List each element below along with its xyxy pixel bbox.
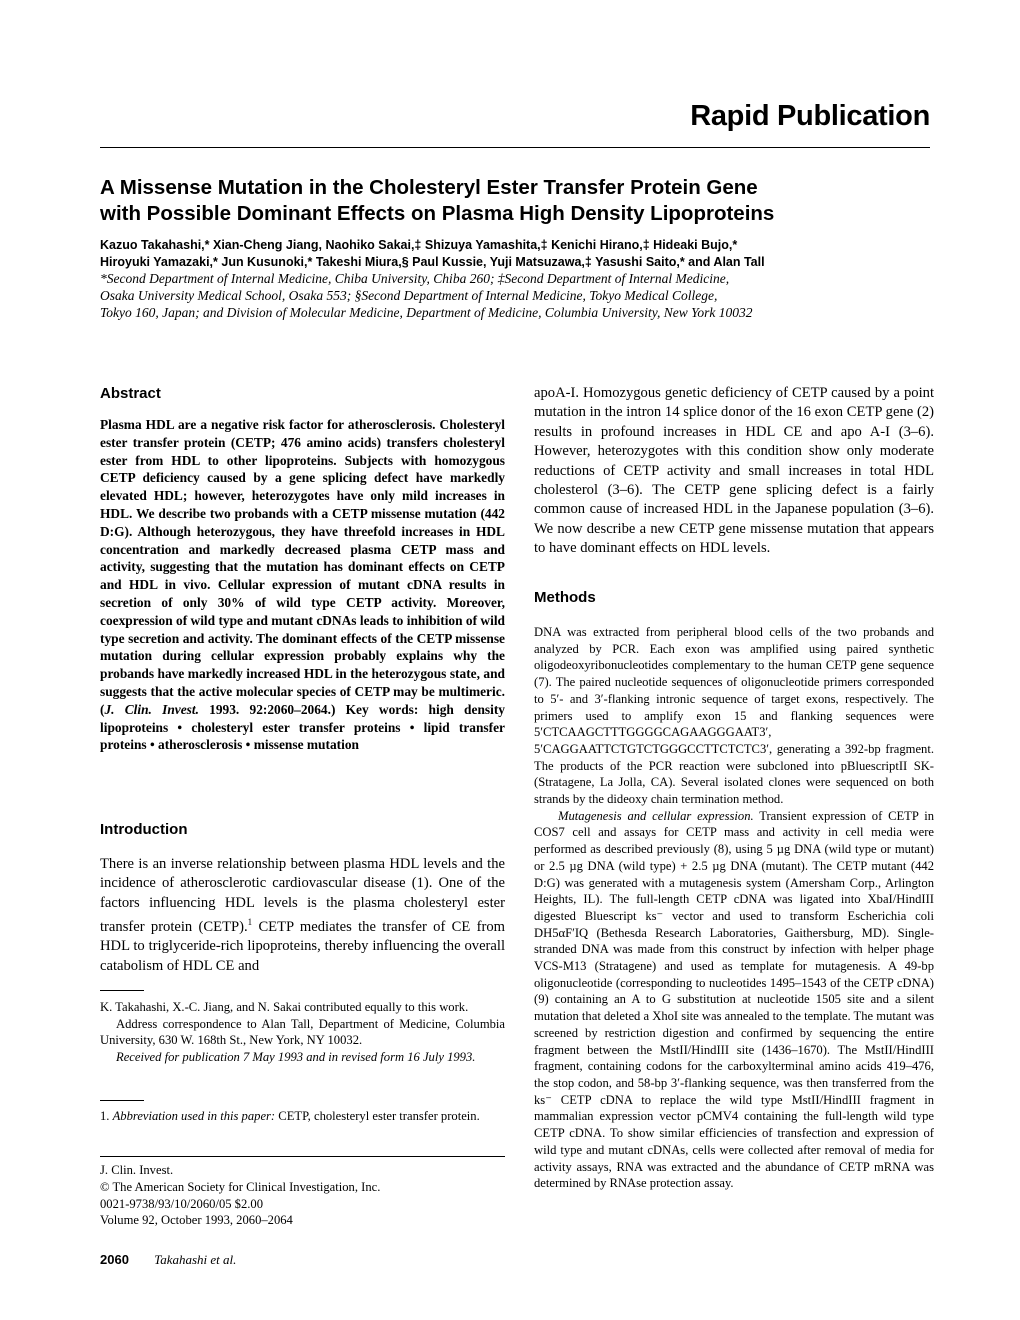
author-notes: [100, 999, 505, 1065]
introduction-text: There is an inverse relationship between plasma HDL levels and the incidence of atherosclerotic cardiovascular disease (1). One of the factors influencing HDL levels is the plasma cholesteryl ester transfer protein (CETP).: [100, 856, 505, 936]
journal-info: [100, 1162, 505, 1229]
abbreviation-label: Abbreviation used in this paper:: [112, 1109, 276, 1123]
methods-paragraph-text: Transient expression of CETP in COS7 cell and assays for CETP mass and activity in cell media were performed as described previously (8), using 5 µg DNA (wild type or mutant) or 2.5 µg DNA (wild type) + 2.5 µg DNA (mutant). The CETP mutant (442 D:G) was generated with a mutagenesis system (Amersham Corp., Arlington Heights, IL). The full-length CETP cDNA was ligated into XbaI/HindIII digested Bluescript ks⁻ vector and used to transform Escherichia coli DH5αF′IQ (Bethesda Research Laboratories, Gaithersburg, MD). Single-stranded DNA was made from this construct by infection with helper phage VCS-M13 (Stratagene) and used as template for mutagenesis. A 49-bp oligonucleotide (corresponding to nucleotides 1495–1543 of the CETP cDNA) (9) containing an A to G substitution at nucleotide 1505 site and a silent mutation that deleted a XhoI site was annealed to the template. The mutant was screened by restriction digestion and confirmed by sequencing the entire fragment between the MstII/HindIII site (1436–1670). The MstII/HindIII fragment, containing codons for the carboxylterminal amino acids 419–476, the stop codon, and 58-bp 3′-flanking sequence, was then transferred from the ks⁻ CETP cDNA to replace the wild type MstII/HindIII fragment in mammalian expression vector pCMV4 containing the full-length wild type CETP cDNA. To show similar efficiencies of transfection and expression of wild type and mutant cDNAs, cells were collected after removal of media for activity assays, RNA was extracted and the abundance of CETP mRNA was determined by RNAse protection assay.: [534, 808, 934, 1191]
page-footer: [100, 1252, 236, 1268]
affiliation-line: Osaka University Medical School, Osaka 553; §Second Department of Internal Medicine, Tokyo Medical College,: [100, 287, 718, 303]
methods-paragraph: DNA was extracted from peripheral blood cells of the two probands and analyzed by PCR. Each exon was amplified using paired synthetic oligodeoxyribonucleotides complementary to the human CETP gene sequence (7). The paired nucleotide sequences of oligonucleotide primers corresponded to 5′- and 3′-flanking intronic sequence of target exons, respectively. The primers used to amplify exon 15 and flanking sequences were 5′CTCAAGCTTTGGGGCAGAAGGGAAT3′, 5′CAGGAATTCTGTCTGGGCCTTCTCTC3′, generating a 392-bp fragment. The products of the PCR reaction were subcloned into pBluescriptII SK- (Stratagene, La Jolla, CA). Several isolated clones were sequenced on both strands by the dideoxy chain termination method.: [534, 625, 934, 807]
correspondence-note: Address correspondence to Alan Tall, Department of Medicine, Columbia University, 630 W. 168th St., New York, NY 10032.: [100, 1016, 505, 1047]
methods-paragraph: [534, 808, 934, 1192]
abbreviation-footnote: [100, 1108, 505, 1125]
journal-info-line: J. Clin. Invest.: [100, 1163, 174, 1177]
footnote-rule: [100, 990, 144, 991]
received-note: Received for publication 7 May 1993 and in revised form 16 July 1993.: [116, 1049, 476, 1064]
section-label: Rapid Publication: [690, 100, 930, 132]
title-line: with Possible Dominant Effects on Plasma High Density Lipoproteins: [100, 202, 775, 225]
affiliation-line: Tokyo 160, Japan; and Division of Molecular Medicine, Department of Medicine, Columbia University, New York 10032: [100, 304, 753, 320]
affiliations: [100, 271, 930, 321]
article-title: [100, 175, 930, 227]
abstract-heading: Abstract: [100, 385, 161, 402]
introduction-body: [100, 855, 505, 976]
abstract-body: [100, 416, 505, 754]
title-line: A Missense Mutation in the Cholesteryl Ester Transfer Protein Gene: [100, 176, 758, 199]
journal-info-rule: [100, 1156, 505, 1157]
introduction-text-end: CETP mediates the transfer of CE from HDL to triglyceride-rich lipoproteins, thereby influencing the overall catabolism of HDL CE and: [100, 919, 505, 974]
contribution-note: K. Takahashi, X.-C. Jiang, and N. Sakai contributed equally to this work.: [100, 1000, 469, 1014]
header-rule: [100, 147, 930, 148]
journal-info-line: © The American Society for Clinical Investigation, Inc.: [100, 1179, 381, 1194]
journal-info-line: 0021-9738/93/10/2060/05 $2.00: [100, 1196, 264, 1211]
abbreviation-text: CETP, cholesteryl ester transfer protein.: [275, 1109, 480, 1123]
methods-heading: Methods: [534, 589, 596, 606]
page-number: 2060: [100, 1252, 129, 1267]
author-line: Hiroyuki Yamazaki,* Jun Kusunoki,* Takeshi Miura,§ Paul Kussie, Yuji Matsuzawa,‡ Yasushi Saito,* and Alan Tall: [100, 255, 765, 269]
footnote-marker: 1: [247, 917, 253, 928]
affiliation-line: *Second Department of Internal Medicine, Chiba University, Chiba 260; ‡Second Department of Internal Medicine,: [100, 271, 730, 286]
abbreviation-mark: 1.: [100, 1109, 113, 1123]
abstract-citation: J. Clin. Invest.: [104, 701, 199, 717]
introduction-continued-text: apoA-I. Homozygous genetic deficiency of CETP caused by a point mutation in the intron 14 splice donor of the 16 exon CETP gene (2) results in profound increases in HDL CE and apo A-I (3–6). However, heterozygotes with this condition show only moderate reductions of CETP activity and small increases in total HDL cholesterol (3–6). The CETP gene splicing defect is a fairly common cause of increased HDL in the Japanese population (3–6). We now describe a new CETP gene missense mutation that appears to have dominant effects on HDL levels.: [534, 385, 934, 557]
running-head: Takahashi et al.: [154, 1252, 237, 1267]
methods-body: [534, 624, 934, 1192]
introduction-continued: [534, 384, 934, 559]
introduction-heading: Introduction: [100, 821, 188, 838]
methods-subheading: Mutagenesis and cellular expression.: [558, 808, 754, 823]
journal-info-line: Volume 92, October 1993, 2060–2064: [100, 1213, 293, 1228]
footnote-rule: [100, 1100, 144, 1101]
abstract-text-end: 1993. 92:2060–2064.) Key words: high density lipoproteins • cholesteryl ester transfer proteins • lipid transfer proteins • atherosclerosis • missense mutation: [100, 701, 505, 753]
abstract-text: Plasma HDL are a negative risk factor for atherosclerosis. Cholesteryl ester transfer protein (CETP; 476 amino acids) transfers cholesteryl ester from HDL to other lipoproteins. Subjects with homozygous CETP deficiency caused by a gene splicing defect have markedly elevated HDL; however, heterozygotes have only mild increases in HDL. We describe two probands with a CETP missense mutation (442 D:G). Although heterozygous, they have threefold increases in HDL concentration and markedly decreased plasma CETP mass and activity, suggesting that the mutation has dominant effects on CETP and HDL in vivo. Cellular expression of mutant cDNA results in secretion of only 30% of wild type CETP activity. Moreover, coexpression of wild type and mutant cDNAs leads to inhibition of wild type secretion and activity. The dominant effects of the CETP missense mutation during cellular expression probably explains why the probands have markedly increased HDL in the heterozygous state, and suggests that the active molecular species of CETP may be multimeric. (: [100, 417, 505, 717]
author-list: [100, 237, 940, 271]
author-line: Kazuo Takahashi,* Xian-Cheng Jiang, Naohiko Sakai,‡ Shizuya Yamashita,‡ Kenichi Hirano,‡ Hideaki Bujo,*: [100, 238, 738, 252]
